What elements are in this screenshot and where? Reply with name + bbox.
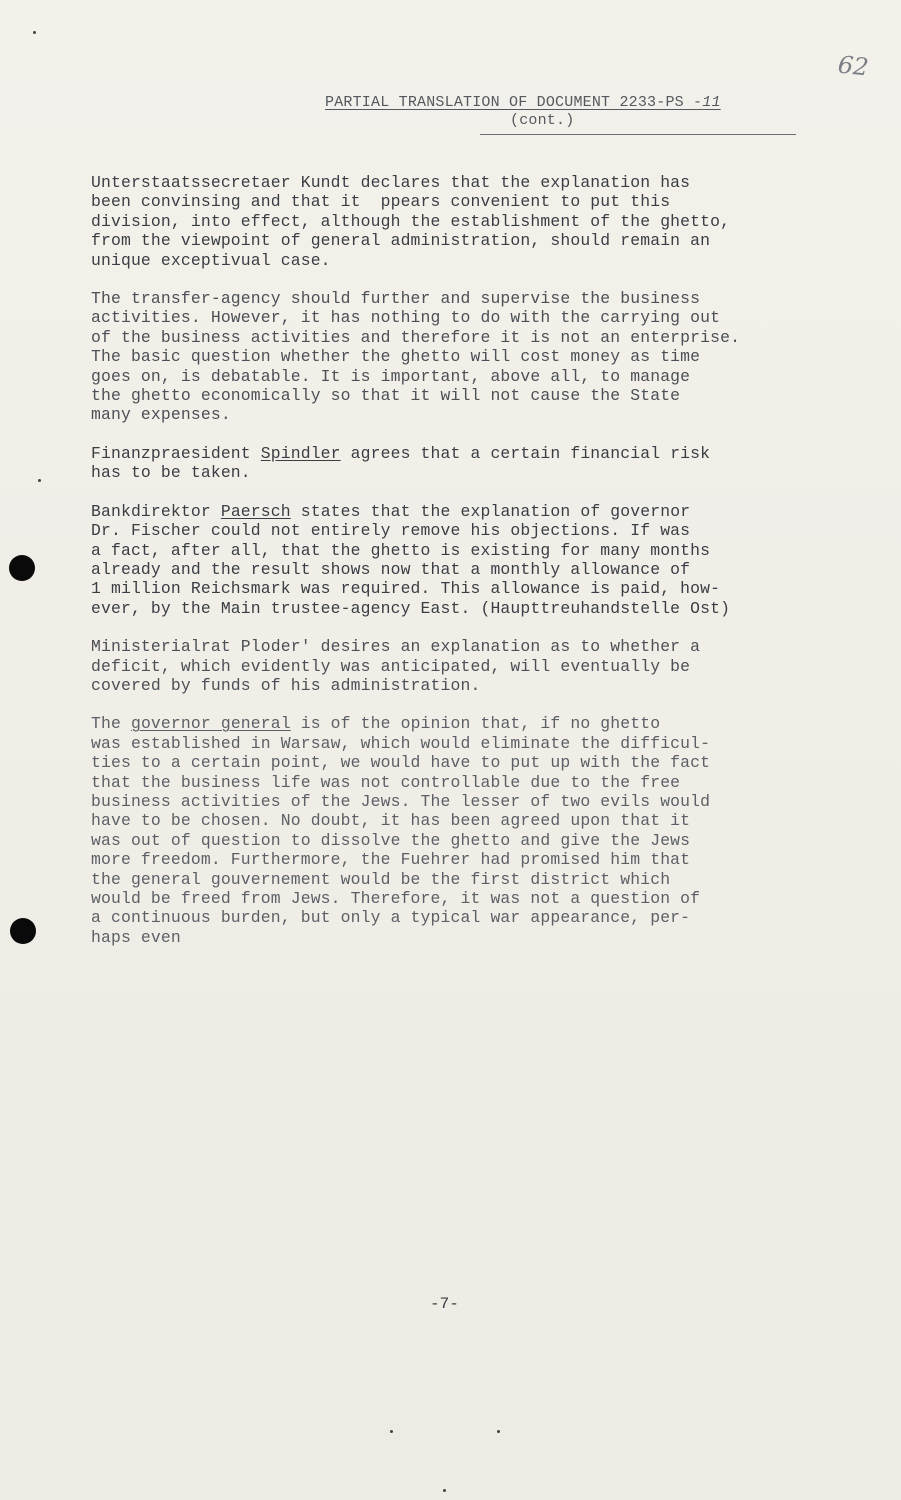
text-line: haps even — [91, 927, 181, 947]
text-line: The governor general is of the opinion that, if no ghetto — [91, 714, 661, 734]
text-line: deficit, which evidently was anticipated, will eventually be — [91, 656, 691, 676]
handwritten-page-mark: 62 — [836, 50, 870, 82]
text-line: a fact, after all, that the ghetto is existing for many months — [91, 540, 711, 560]
punch-hole — [10, 918, 36, 944]
paragraph-kundt — [91, 173, 851, 270]
paper-speck — [33, 31, 36, 34]
text-line: many expenses. — [91, 405, 231, 425]
text-line: covered by funds of his administration. — [91, 675, 481, 695]
document-body — [91, 173, 851, 966]
text-line: Dr. Fischer could not entirely remove his objections. If was — [91, 521, 691, 541]
underlined-name: governor general — [130, 714, 291, 734]
punch-hole — [9, 555, 35, 581]
underlined-name: Paersch — [220, 501, 291, 521]
text-line: from the viewpoint of general administration, should remain an — [91, 231, 711, 251]
text-line: Bankdirektor Paersch states that the explanation of governor — [91, 501, 691, 521]
paper-speck — [38, 479, 41, 482]
document-header — [325, 94, 825, 130]
text-line: would be freed from Jews. Therefore, it was not a question of — [91, 889, 701, 908]
paper-speck — [497, 1430, 500, 1433]
text-line: more freedom. Furthermore, the Fuehrer had promised him that — [91, 850, 691, 870]
text-line: goes on, is debatable. It is important, above all, to manage — [91, 366, 691, 386]
text-line: have to be chosen. No doubt, it has been agreed upon that it — [91, 811, 691, 831]
text-line: the ghetto economically so that it will not cause the State — [91, 386, 681, 406]
paragraph-transfer-agency — [91, 289, 851, 425]
paragraph-paersch — [91, 502, 851, 618]
text-line: ties to a certain point, we would have to put up with the fact — [91, 753, 711, 773]
text-line: was established in Warsaw, which would eliminate the difficul- — [91, 733, 711, 753]
text-line: that the business life was not controllable due to the free — [91, 772, 681, 792]
text-line: Finanzpraesident Spindler agrees that a certain financial risk — [91, 443, 711, 463]
paper-speck — [443, 1489, 446, 1492]
text-line: has to be taken. — [91, 463, 251, 483]
text-line: activities. However, it has nothing to do with the carrying out — [91, 308, 721, 328]
text-line: business activities of the Jews. The lesser of two evils would — [91, 791, 711, 811]
paragraph-governor-general — [91, 714, 851, 947]
paper-speck — [390, 1430, 393, 1433]
text-line: the general gouvernement would be the first district which — [91, 869, 671, 889]
header-trailing-mark: 11 — [702, 94, 721, 111]
text-line: was out of question to dissolve the ghetto and give the Jews — [91, 830, 691, 850]
header-continued: (cont.) — [510, 112, 575, 129]
paragraph-spindler — [91, 444, 851, 483]
text-line: unique exceptivual case. — [91, 250, 331, 270]
paragraph-ploder — [91, 637, 851, 695]
header-underline — [480, 134, 796, 135]
text-line: 1 million Reichsmark was required. This allowance is paid, how- — [91, 579, 721, 599]
text-line: The basic question whether the ghetto will cost money as time — [91, 347, 701, 367]
text-line: been convinsing and that it ppears convenient to put this — [91, 192, 671, 212]
page-number: -7- — [430, 1295, 459, 1313]
text-line: already and the result shows now that a monthly allowance of — [91, 559, 691, 579]
text-line: Unterstaatssecretaer Kundt declares that the explanation has — [91, 173, 691, 192]
underlined-name: Spindler — [260, 443, 341, 463]
text-line: of the business activities and therefore it is not an enterprise. — [91, 327, 741, 347]
text-line: ever, by the Main trustee-agency East. (Haupttreuhandstelle Ost) — [91, 598, 731, 618]
text-line: Ministerialrat Ploder' desires an explanation as to whether a — [91, 637, 701, 657]
text-line: The transfer-agency should further and supervise the business — [91, 289, 701, 309]
header-title: PARTIAL TRANSLATION OF DOCUMENT 2233-PS - — [325, 94, 703, 111]
text-line: division, into effect, although the establishment of the ghetto, — [91, 211, 731, 231]
text-line: a continuous burden, but only a typical war appearance, per- — [91, 908, 691, 928]
